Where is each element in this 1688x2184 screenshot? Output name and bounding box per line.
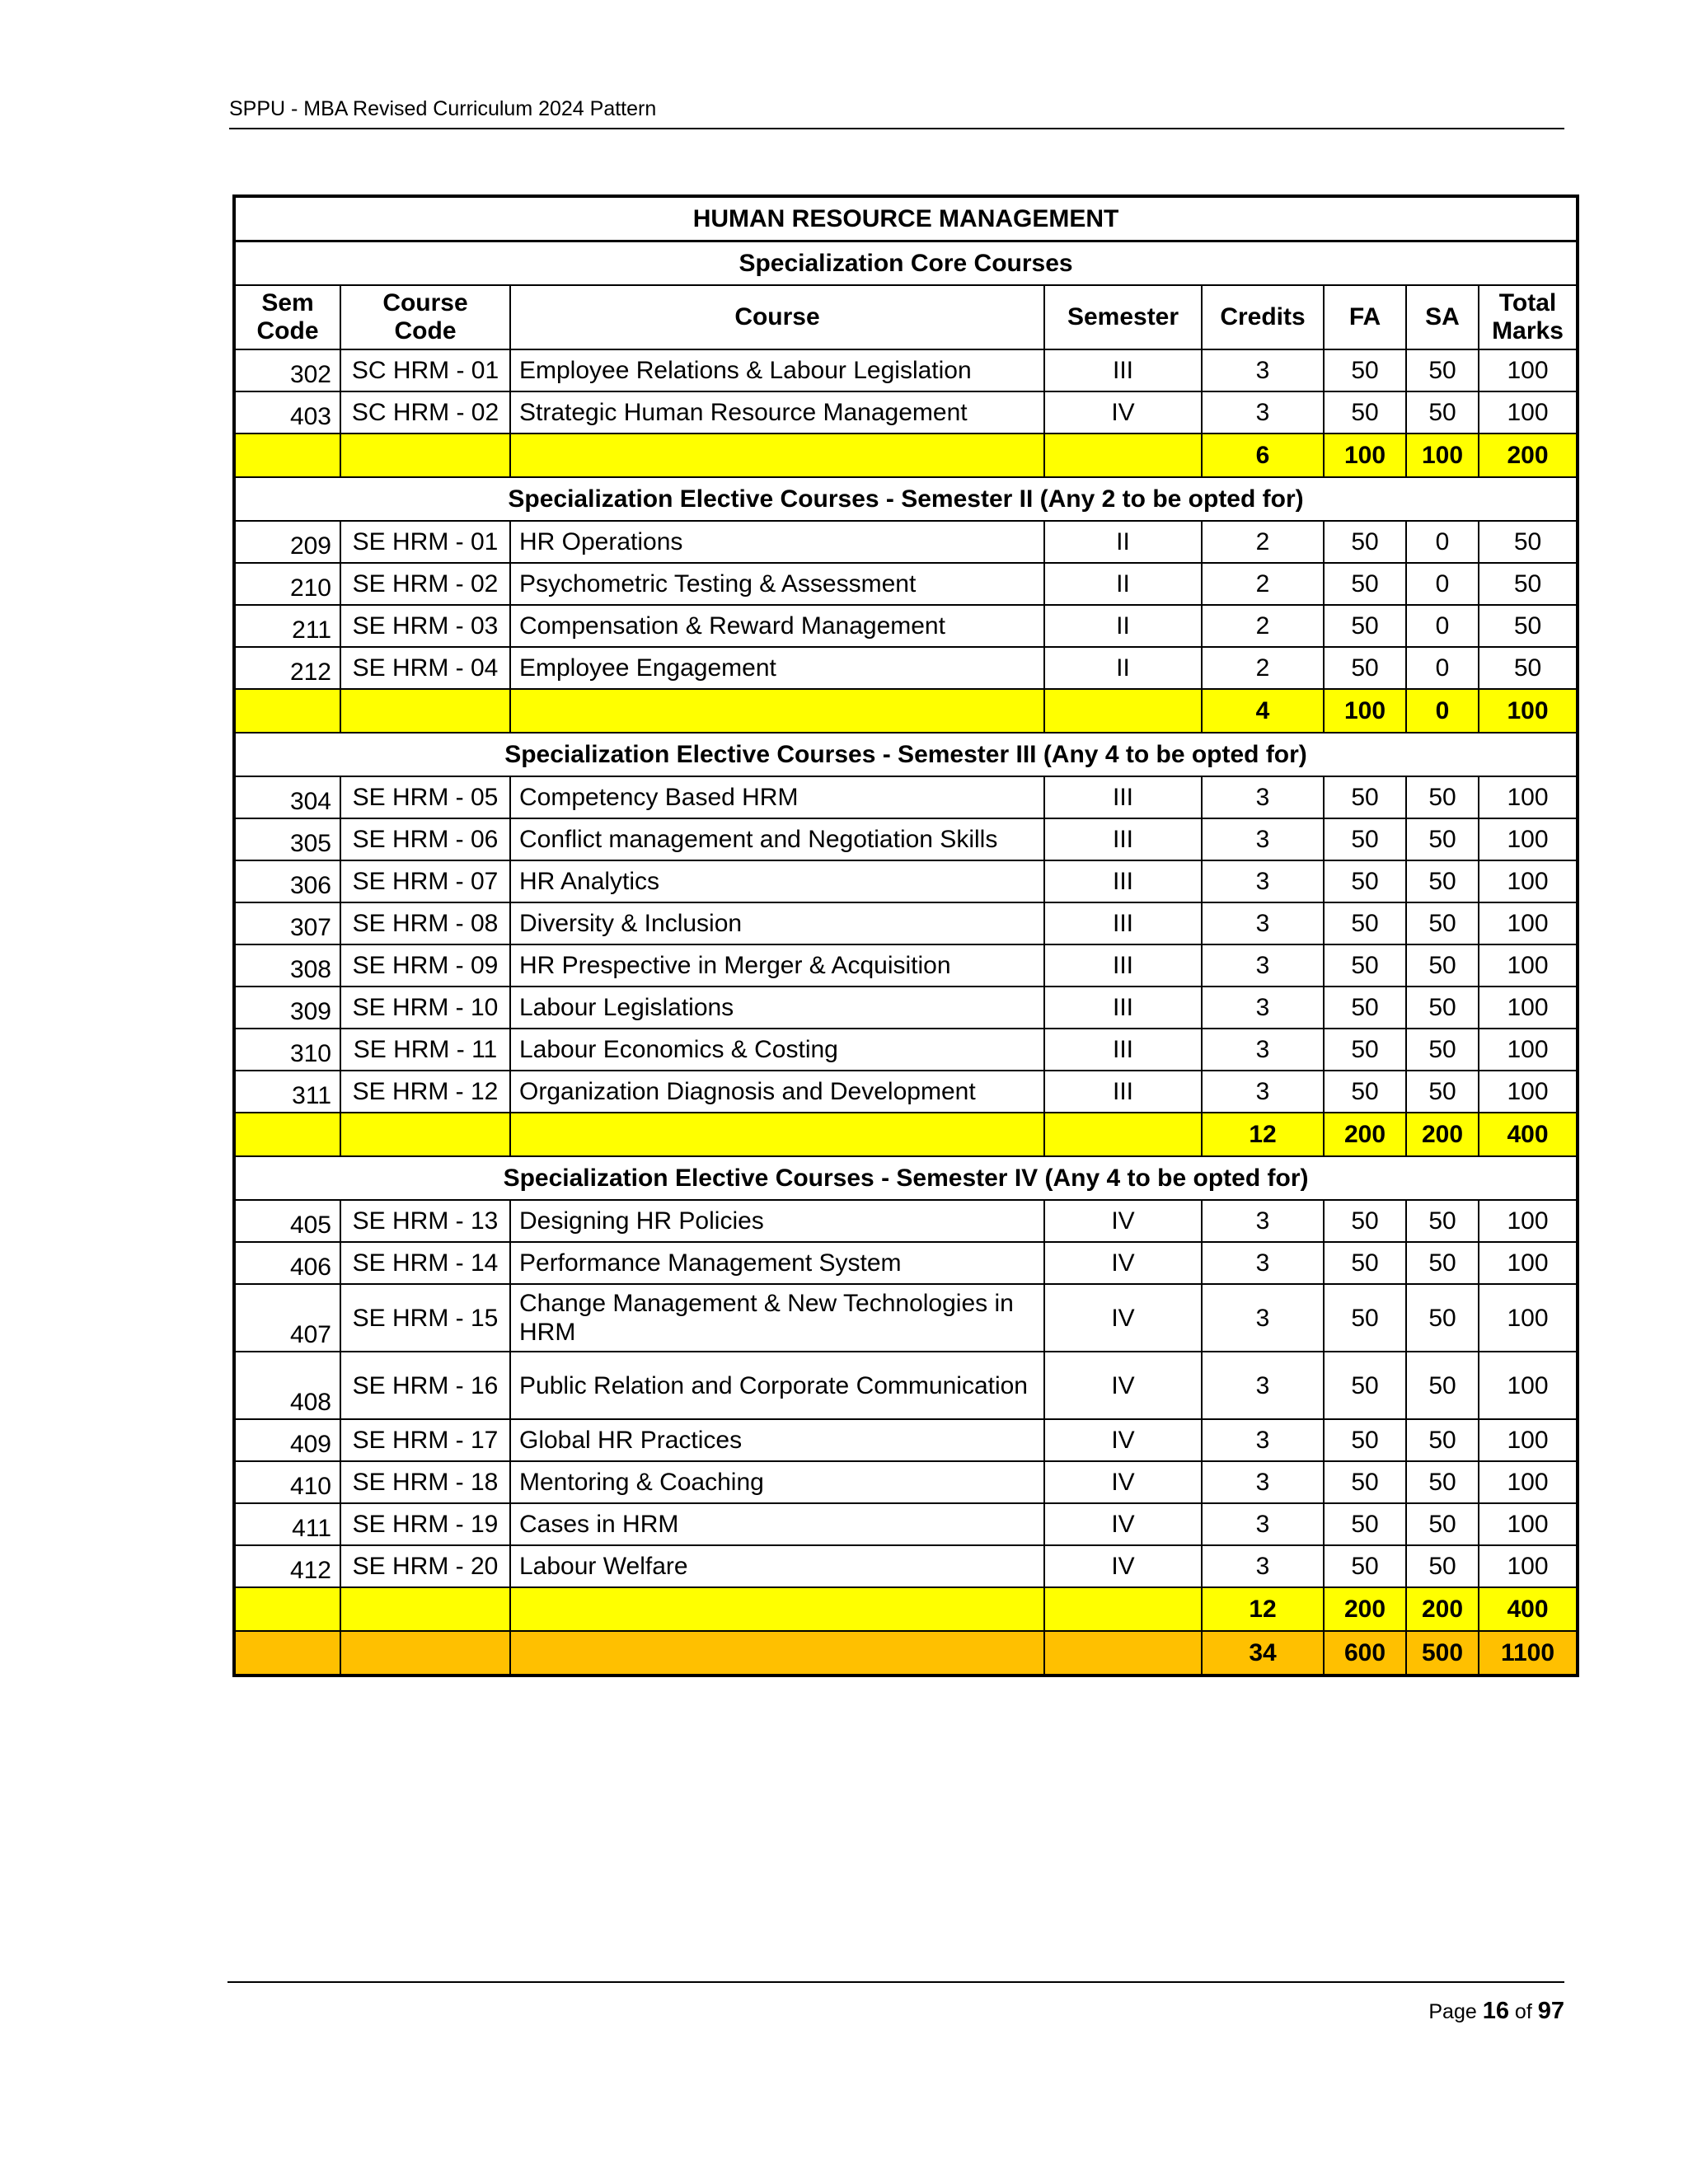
header-total-marks-line-2: Marks: [1492, 317, 1564, 344]
fa-cell: 50: [1324, 944, 1406, 987]
sem-code-cell: 309: [234, 987, 340, 1029]
fa-cell: 50: [1324, 1419, 1406, 1461]
sem-code-cell: 308: [234, 944, 340, 987]
semester-cell: IV: [1044, 1503, 1202, 1545]
total-marks-cell: 100: [1479, 1242, 1578, 1284]
fa-cell: 50: [1324, 521, 1406, 563]
table-row: [234, 1545, 1578, 1587]
course-code-cell: SE HRM - 01: [340, 521, 510, 563]
sa-cell: 50: [1406, 902, 1479, 944]
grand-total-empty-cell: [510, 1631, 1044, 1675]
semester-cell: IV: [1044, 1352, 1202, 1419]
course-code-cell: SE HRM - 14: [340, 1242, 510, 1284]
course-code-cell: SE HRM - 07: [340, 860, 510, 902]
table-row: [234, 818, 1578, 860]
table-row: [234, 391, 1578, 434]
course-name-cell: Mentoring & Coaching: [510, 1461, 1044, 1503]
subtotal-fa: 200: [1324, 1587, 1406, 1631]
section-title-row: [234, 733, 1578, 776]
course-name-cell: Organization Diagnosis and Development: [510, 1071, 1044, 1113]
header-sa: SA: [1406, 285, 1479, 349]
fa-cell: 50: [1324, 902, 1406, 944]
credits-cell: 3: [1202, 1461, 1324, 1503]
sa-cell: 0: [1406, 563, 1479, 605]
course-code-cell: SE HRM - 13: [340, 1200, 510, 1242]
table-row: [234, 1503, 1578, 1545]
course-code-cell: SE HRM - 08: [340, 902, 510, 944]
credits-cell: 3: [1202, 1242, 1324, 1284]
course-code-cell: SE HRM - 05: [340, 776, 510, 818]
course-name-cell: Labour Economics & Costing: [510, 1029, 1044, 1071]
course-name-cell: Strategic Human Resource Management: [510, 391, 1044, 434]
fa-cell: 50: [1324, 1461, 1406, 1503]
subtotal-empty-cell: [234, 434, 340, 477]
table-row: [234, 1461, 1578, 1503]
sem-code-cell: 211: [234, 605, 340, 647]
section-title: Specialization Core Courses: [234, 241, 1578, 286]
sem-code-cell: 310: [234, 1029, 340, 1071]
semester-cell: II: [1044, 605, 1202, 647]
column-header-row: [234, 285, 1578, 349]
table-row: [234, 1284, 1578, 1352]
sa-cell: 0: [1406, 647, 1479, 689]
credits-cell: 2: [1202, 521, 1324, 563]
semester-cell: III: [1044, 902, 1202, 944]
course-name-cell: Diversity & Inclusion: [510, 902, 1044, 944]
course-code-cell: SE HRM - 06: [340, 818, 510, 860]
subtotal-empty-cell: [340, 689, 510, 733]
sa-cell: 50: [1406, 391, 1479, 434]
grand-total-fa: 600: [1324, 1631, 1406, 1675]
table-row: [234, 647, 1578, 689]
page-footer: [227, 1981, 1564, 2025]
table-row: [234, 1242, 1578, 1284]
fa-cell: 50: [1324, 1242, 1406, 1284]
grand-total-total: 1100: [1479, 1631, 1578, 1675]
semester-cell: II: [1044, 563, 1202, 605]
course-name-cell: Compensation & Reward Management: [510, 605, 1044, 647]
section-title-row: [234, 477, 1578, 521]
sem-code-cell: 311: [234, 1071, 340, 1113]
subtotal-row: [234, 434, 1578, 477]
fa-cell: 50: [1324, 776, 1406, 818]
sem-code-cell: 408: [234, 1352, 340, 1419]
course-code-cell: SE HRM - 12: [340, 1071, 510, 1113]
sem-code-cell: 302: [234, 349, 340, 391]
section-title-row: [234, 241, 1578, 286]
course-name-cell: Labour Legislations: [510, 987, 1044, 1029]
sem-code-cell: 209: [234, 521, 340, 563]
fa-cell: 50: [1324, 1029, 1406, 1071]
sem-code-cell: 305: [234, 818, 340, 860]
course-name-cell: Conflict management and Negotiation Skills: [510, 818, 1044, 860]
grand-total-row: [234, 1631, 1578, 1675]
grand-total-credits: 34: [1202, 1631, 1324, 1675]
table-row: [234, 987, 1578, 1029]
course-name-cell: Public Relation and Corporate Communication: [510, 1352, 1044, 1419]
subtotal-sa: 0: [1406, 689, 1479, 733]
header-fa: FA: [1324, 285, 1406, 349]
table-row: [234, 902, 1578, 944]
credits-cell: 3: [1202, 1071, 1324, 1113]
sem-code-cell: 411: [234, 1503, 340, 1545]
grand-total-sa: 500: [1406, 1631, 1479, 1675]
sem-code-cell: 410: [234, 1461, 340, 1503]
subtotal-empty-cell: [510, 1587, 1044, 1631]
table-row: [234, 349, 1578, 391]
subtotal-empty-cell: [1044, 1587, 1202, 1631]
fa-cell: 50: [1324, 987, 1406, 1029]
sa-cell: 50: [1406, 776, 1479, 818]
semester-cell: III: [1044, 1071, 1202, 1113]
subtotal-fa: 200: [1324, 1113, 1406, 1156]
credits-cell: 3: [1202, 1503, 1324, 1545]
section-title: Specialization Elective Courses - Semester II (Any 2 to be opted for): [234, 477, 1578, 521]
semester-cell: III: [1044, 776, 1202, 818]
credits-cell: 2: [1202, 605, 1324, 647]
subtotal-empty-cell: [340, 434, 510, 477]
sa-cell: 50: [1406, 1352, 1479, 1419]
sa-cell: 50: [1406, 944, 1479, 987]
fa-cell: 50: [1324, 605, 1406, 647]
semester-cell: II: [1044, 521, 1202, 563]
total-marks-cell: 100: [1479, 1071, 1578, 1113]
course-name-cell: Cases in HRM: [510, 1503, 1044, 1545]
course-code-cell: SC HRM - 01: [340, 349, 510, 391]
total-marks-cell: 100: [1479, 1419, 1578, 1461]
header-total-marks: [1479, 285, 1578, 349]
sem-code-cell: 409: [234, 1419, 340, 1461]
sa-cell: 50: [1406, 1029, 1479, 1071]
grand-total-empty-cell: [1044, 1631, 1202, 1675]
subtotal-empty-cell: [1044, 434, 1202, 477]
course-code-cell: SE HRM - 19: [340, 1503, 510, 1545]
total-marks-cell: 100: [1479, 1284, 1578, 1352]
table-title-row: [234, 196, 1578, 241]
total-marks-cell: 100: [1479, 1461, 1578, 1503]
fa-cell: 50: [1324, 563, 1406, 605]
sem-code-cell: 405: [234, 1200, 340, 1242]
subtotal-total: 400: [1479, 1113, 1578, 1156]
header-sem-code-line-1: Sem: [261, 289, 314, 316]
credits-cell: 2: [1202, 563, 1324, 605]
course-code-cell: SE HRM - 20: [340, 1545, 510, 1587]
sem-code-cell: 304: [234, 776, 340, 818]
subtotal-empty-cell: [510, 434, 1044, 477]
header-sem-code-line-2: Code: [256, 317, 319, 344]
course-name-cell: Performance Management System: [510, 1242, 1044, 1284]
course-name-cell: Labour Welfare: [510, 1545, 1044, 1587]
fa-cell: 50: [1324, 1200, 1406, 1242]
sa-cell: 50: [1406, 1545, 1479, 1587]
header-credits: Credits: [1202, 285, 1324, 349]
total-marks-cell: 100: [1479, 860, 1578, 902]
header-semester: Semester: [1044, 285, 1202, 349]
grand-total-empty-cell: [340, 1631, 510, 1675]
sem-code-cell: 412: [234, 1545, 340, 1587]
fa-cell: 50: [1324, 1284, 1406, 1352]
fa-cell: 50: [1324, 647, 1406, 689]
sa-cell: 50: [1406, 1503, 1479, 1545]
credits-cell: 3: [1202, 1419, 1324, 1461]
sem-code-cell: 306: [234, 860, 340, 902]
course-name-cell: Competency Based HRM: [510, 776, 1044, 818]
course-name-cell: Global HR Practices: [510, 1419, 1044, 1461]
credits-cell: 3: [1202, 1200, 1324, 1242]
course-code-cell: SE HRM - 15: [340, 1284, 510, 1352]
subtotal-row: [234, 689, 1578, 733]
header-course-code-line-2: Code: [394, 317, 457, 344]
credits-cell: 3: [1202, 818, 1324, 860]
sa-cell: 50: [1406, 1071, 1479, 1113]
total-marks-cell: 50: [1479, 605, 1578, 647]
table-row: [234, 860, 1578, 902]
subtotal-empty-cell: [340, 1587, 510, 1631]
subtotal-row: [234, 1113, 1578, 1156]
fa-cell: 50: [1324, 349, 1406, 391]
total-marks-cell: 50: [1479, 647, 1578, 689]
course-code-cell: SE HRM - 17: [340, 1419, 510, 1461]
table-title: HUMAN RESOURCE MANAGEMENT: [234, 196, 1578, 241]
total-marks-cell: 50: [1479, 563, 1578, 605]
subtotal-empty-cell: [1044, 1113, 1202, 1156]
credits-cell: 3: [1202, 1545, 1324, 1587]
table-row: [234, 563, 1578, 605]
total-marks-cell: 50: [1479, 521, 1578, 563]
fa-cell: 50: [1324, 391, 1406, 434]
semester-cell: IV: [1044, 1419, 1202, 1461]
subtotal-fa: 100: [1324, 434, 1406, 477]
header-course: Course: [510, 285, 1044, 349]
credits-cell: 3: [1202, 987, 1324, 1029]
total-marks-cell: 100: [1479, 391, 1578, 434]
header-course-code: [340, 285, 510, 349]
subtotal-credits: 4: [1202, 689, 1324, 733]
subtotal-total: 200: [1479, 434, 1578, 477]
fa-cell: 50: [1324, 860, 1406, 902]
subtotal-empty-cell: [1044, 689, 1202, 733]
total-marks-cell: 100: [1479, 1503, 1578, 1545]
credits-cell: 3: [1202, 1029, 1324, 1071]
semester-cell: II: [1044, 647, 1202, 689]
table-row: [234, 1029, 1578, 1071]
subtotal-credits: 12: [1202, 1113, 1324, 1156]
section-title: Specialization Elective Courses - Semester IV (Any 4 to be opted for): [234, 1156, 1578, 1200]
grand-total-empty-cell: [234, 1631, 340, 1675]
sem-code-cell: 212: [234, 647, 340, 689]
semester-cell: IV: [1044, 391, 1202, 434]
page-number: 16: [1482, 1998, 1509, 2024]
credits-cell: 3: [1202, 902, 1324, 944]
sa-cell: 50: [1406, 1200, 1479, 1242]
curriculum-table: [232, 194, 1579, 1677]
course-name-cell: HR Operations: [510, 521, 1044, 563]
page-total: 97: [1537, 1998, 1564, 2024]
course-code-cell: SE HRM - 10: [340, 987, 510, 1029]
subtotal-sa: 200: [1406, 1113, 1479, 1156]
header-sem-code: [234, 285, 340, 349]
course-name-cell: HR Prespective in Merger & Acquisition: [510, 944, 1044, 987]
course-code-cell: SE HRM - 11: [340, 1029, 510, 1071]
course-name-cell: HR Analytics: [510, 860, 1044, 902]
course-name-cell: Employee Engagement: [510, 647, 1044, 689]
total-marks-cell: 100: [1479, 902, 1578, 944]
course-name-cell: Employee Relations & Labour Legislation: [510, 349, 1044, 391]
semester-cell: III: [1044, 818, 1202, 860]
course-code-cell: SE HRM - 09: [340, 944, 510, 987]
semester-cell: IV: [1044, 1284, 1202, 1352]
subtotal-sa: 100: [1406, 434, 1479, 477]
header-total-marks-line-1: Total: [1498, 289, 1557, 316]
subtotal-total: 400: [1479, 1587, 1578, 1631]
semester-cell: III: [1044, 349, 1202, 391]
credits-cell: 3: [1202, 944, 1324, 987]
semester-cell: III: [1044, 860, 1202, 902]
course-code-cell: SE HRM - 04: [340, 647, 510, 689]
semester-cell: IV: [1044, 1200, 1202, 1242]
semester-cell: IV: [1044, 1545, 1202, 1587]
subtotal-empty-cell: [510, 1113, 1044, 1156]
course-code-cell: SE HRM - 03: [340, 605, 510, 647]
sa-cell: 50: [1406, 1461, 1479, 1503]
fa-cell: 50: [1324, 1352, 1406, 1419]
semester-cell: III: [1044, 987, 1202, 1029]
semester-cell: III: [1044, 944, 1202, 987]
semester-cell: IV: [1044, 1242, 1202, 1284]
table-row: [234, 776, 1578, 818]
subtotal-empty-cell: [510, 689, 1044, 733]
course-code-cell: SE HRM - 18: [340, 1461, 510, 1503]
sem-code-cell: 307: [234, 902, 340, 944]
sa-cell: 50: [1406, 349, 1479, 391]
section-title: Specialization Elective Courses - Semester III (Any 4 to be opted for): [234, 733, 1578, 776]
sem-code-cell: 407: [234, 1284, 340, 1352]
course-code-cell: SE HRM - 02: [340, 563, 510, 605]
course-name-cell: Designing HR Policies: [510, 1200, 1044, 1242]
sa-cell: 50: [1406, 1419, 1479, 1461]
fa-cell: 50: [1324, 1545, 1406, 1587]
semester-cell: IV: [1044, 1461, 1202, 1503]
credits-cell: 3: [1202, 1284, 1324, 1352]
table-row: [234, 521, 1578, 563]
credits-cell: 2: [1202, 647, 1324, 689]
total-marks-cell: 100: [1479, 987, 1578, 1029]
table-row: [234, 1352, 1578, 1419]
subtotal-sa: 200: [1406, 1587, 1479, 1631]
of-label: of: [1514, 2000, 1532, 2023]
sem-code-cell: 210: [234, 563, 340, 605]
credits-cell: 3: [1202, 860, 1324, 902]
running-header: SPPU - MBA Revised Curriculum 2024 Pattern: [229, 97, 1564, 129]
credits-cell: 3: [1202, 391, 1324, 434]
sa-cell: 0: [1406, 521, 1479, 563]
sa-cell: 50: [1406, 1284, 1479, 1352]
subtotal-empty-cell: [234, 689, 340, 733]
sa-cell: 50: [1406, 860, 1479, 902]
table-row: [234, 1200, 1578, 1242]
course-name-cell: Psychometric Testing & Assessment: [510, 563, 1044, 605]
credits-cell: 3: [1202, 776, 1324, 818]
sa-cell: 50: [1406, 987, 1479, 1029]
subtotal-total: 100: [1479, 689, 1578, 733]
sa-cell: 50: [1406, 818, 1479, 860]
sa-cell: 0: [1406, 605, 1479, 647]
total-marks-cell: 100: [1479, 1352, 1578, 1419]
table-row: [234, 944, 1578, 987]
fa-cell: 50: [1324, 1503, 1406, 1545]
fa-cell: 50: [1324, 818, 1406, 860]
header-course-code-line-1: Course: [382, 289, 468, 316]
sem-code-cell: 406: [234, 1242, 340, 1284]
credits-cell: 3: [1202, 349, 1324, 391]
table-row: [234, 1419, 1578, 1461]
semester-cell: III: [1044, 1029, 1202, 1071]
total-marks-cell: 100: [1479, 944, 1578, 987]
subtotal-fa: 100: [1324, 689, 1406, 733]
total-marks-cell: 100: [1479, 1029, 1578, 1071]
subtotal-credits: 6: [1202, 434, 1324, 477]
table-row: [234, 1071, 1578, 1113]
sa-cell: 50: [1406, 1242, 1479, 1284]
subtotal-empty-cell: [234, 1587, 340, 1631]
total-marks-cell: 100: [1479, 1200, 1578, 1242]
credits-cell: 3: [1202, 1352, 1324, 1419]
total-marks-cell: 100: [1479, 776, 1578, 818]
total-marks-cell: 100: [1479, 818, 1578, 860]
subtotal-empty-cell: [234, 1113, 340, 1156]
course-name-cell: Change Management & New Technologies in HRM: [510, 1284, 1044, 1352]
subtotal-credits: 12: [1202, 1587, 1324, 1631]
course-code-cell: SE HRM - 16: [340, 1352, 510, 1419]
total-marks-cell: 100: [1479, 1545, 1578, 1587]
table-row: [234, 605, 1578, 647]
subtotal-empty-cell: [340, 1113, 510, 1156]
section-title-row: [234, 1156, 1578, 1200]
page-label: Page: [1428, 2000, 1477, 2023]
fa-cell: 50: [1324, 1071, 1406, 1113]
sem-code-cell: 403: [234, 391, 340, 434]
subtotal-row: [234, 1587, 1578, 1631]
total-marks-cell: 100: [1479, 349, 1578, 391]
course-code-cell: SC HRM - 02: [340, 391, 510, 434]
